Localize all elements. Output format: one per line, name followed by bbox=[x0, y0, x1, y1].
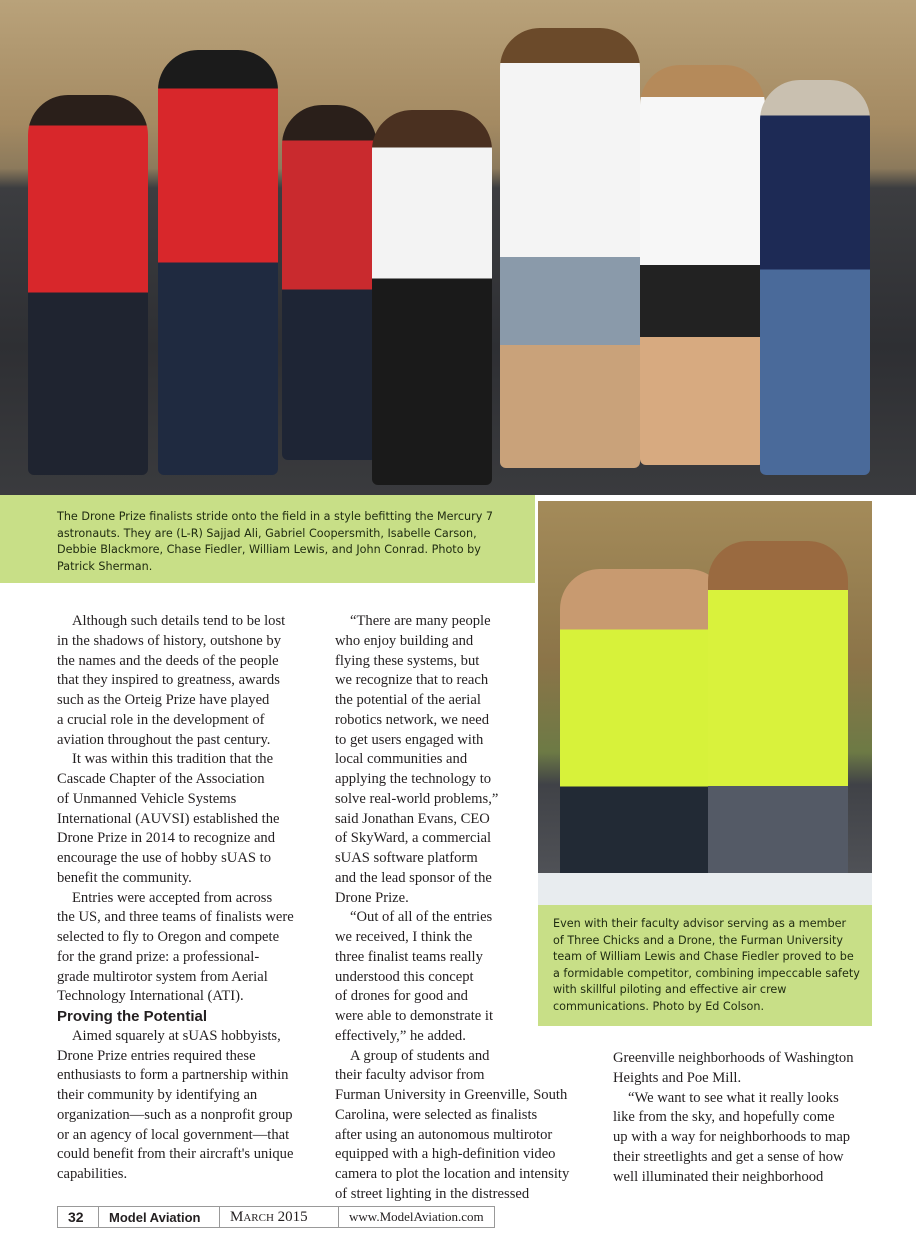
text-line: the potential of the aerial bbox=[335, 692, 481, 708]
text-line: sUAS software platform bbox=[335, 850, 478, 866]
text-line: of SkyWard, a commercial bbox=[335, 830, 492, 847]
right-photo-caption bbox=[538, 905, 872, 1026]
text-line: to get users engaged with bbox=[335, 731, 484, 748]
top-photo-caption-text: The Drone Prize finalists stride onto the field in a style befitting the Mercury 7 astronauts. They are (L-R) Sajjad Ali, Gabriel Coopersmith, Isabelle Carson, Debbie Blackmore, Chase Fiedler, William Lewis, and John Conrad. Photo by Patrick Sherman. bbox=[57, 510, 494, 573]
text-line: understood this concept bbox=[335, 968, 474, 985]
text-line: equipped with a high-definition video bbox=[335, 1146, 556, 1163]
text-line: their streetlights and get a sense of how bbox=[613, 1148, 844, 1165]
website-link[interactable]: www.ModelAviation.com bbox=[349, 1209, 484, 1224]
text-line: who enjoy building and bbox=[335, 632, 474, 649]
text-line: in the shadows of history, outshone by bbox=[57, 632, 282, 649]
furman-team-photo bbox=[538, 501, 872, 906]
magazine-name: Model Aviation bbox=[99, 1207, 220, 1227]
text-line: the US, and three teams of finalists were bbox=[57, 909, 294, 926]
text-line: encourage the use of hobby sUAS to bbox=[57, 850, 271, 866]
page-number: 32 bbox=[58, 1207, 99, 1227]
text-line: Furman University in Greenville, South bbox=[335, 1087, 568, 1103]
text-line: Aimed squarely at sUAS hobbyists, bbox=[72, 1027, 281, 1044]
text-line: were able to demonstrate it bbox=[335, 1008, 494, 1024]
text-line: applying the technology to bbox=[335, 771, 492, 787]
text-line: like from the sky, and hopefully come bbox=[613, 1109, 835, 1126]
text-line: International (AUVSI) established the bbox=[57, 810, 280, 827]
text-line: aviation throughout the past century. bbox=[57, 731, 271, 748]
text-line: their community by identifying an bbox=[57, 1087, 258, 1103]
text-line: effectively,” he added. bbox=[335, 1027, 466, 1044]
text-line: grade multirotor system from Aerial bbox=[57, 968, 268, 985]
text-line: such as the Orteig Prize have played bbox=[57, 692, 270, 708]
text-line: “We want to see what it really looks bbox=[628, 1089, 839, 1106]
text-line: Although such details tend to be lost bbox=[72, 613, 286, 629]
text-line: enthusiasts to form a partnership within bbox=[57, 1067, 289, 1084]
text-line: and the lead sponsor of the bbox=[335, 869, 492, 886]
text-line: Greenville neighborhoods of Washington bbox=[613, 1050, 854, 1066]
right-photo-caption-text: Even with their faculty advisor serving as a member of Three Chicks and a Drone, the Furman University team of William Lewis and Chase Fiedler proved to be a formidable competitor, combining impeccable safety with skillful piloting and effective air crew communications. Photo by Ed Colson. bbox=[553, 917, 860, 1013]
text-line: we recognize that to reach bbox=[335, 672, 489, 689]
text-line: or an agency of local government—that bbox=[57, 1126, 290, 1143]
text-line: solve real-world problems,” bbox=[335, 790, 499, 807]
text-line: the names and the deeds of the people bbox=[57, 652, 279, 669]
text-line: Entries were accepted from across bbox=[72, 889, 273, 906]
article-column-3 bbox=[613, 1049, 854, 1187]
section-heading: Proving the Potential bbox=[57, 1008, 208, 1025]
finalists-photo bbox=[0, 0, 916, 495]
text-line: that they inspired to greatness, awards bbox=[57, 672, 280, 689]
text-line: It was within this tradition that the bbox=[72, 751, 274, 768]
text-line: “There are many people bbox=[350, 613, 491, 629]
text-line: for the grand prize: a professional- bbox=[57, 948, 260, 965]
text-line: robotics network, we need bbox=[335, 711, 489, 728]
text-line: A group of students and bbox=[350, 1047, 490, 1064]
text-line: local communities and bbox=[335, 751, 468, 768]
text-line: of Unmanned Vehicle Systems bbox=[57, 790, 237, 807]
text-line: Carolina, were selected as finalists bbox=[335, 1106, 538, 1123]
page-footer bbox=[57, 1206, 495, 1228]
text-line: Cascade Chapter of the Association bbox=[57, 771, 265, 787]
text-line: camera to plot the location and intensity bbox=[335, 1166, 570, 1182]
text-line: “Out of all of the entries bbox=[350, 909, 493, 926]
text-line: said Jonathan Evans, CEO bbox=[335, 810, 490, 827]
text-line: Drone Prize entries required these bbox=[57, 1047, 256, 1064]
text-line: of drones for good and bbox=[335, 988, 468, 1005]
top-photo-caption bbox=[0, 495, 535, 583]
text-line: benefit the community. bbox=[57, 869, 192, 886]
text-line: could benefit from their aircraft's unique bbox=[57, 1146, 294, 1163]
text-line: three finalist teams really bbox=[335, 948, 483, 965]
text-line: a crucial role in the development of bbox=[57, 711, 265, 728]
article-column-1 bbox=[57, 612, 294, 1185]
text-line: after using an autonomous multirotor bbox=[335, 1126, 553, 1143]
article-column-2 bbox=[335, 612, 569, 1205]
text-line: Drone Prize in 2014 to recognize and bbox=[57, 830, 276, 847]
text-line: capabilities. bbox=[57, 1166, 128, 1182]
text-line: of street lighting in the distressed bbox=[335, 1185, 530, 1202]
text-line: selected to fly to Oregon and compete bbox=[57, 929, 280, 945]
text-line: up with a way for neighborhoods to map bbox=[613, 1129, 851, 1145]
text-line: well illuminated their neighborhood bbox=[613, 1168, 824, 1185]
text-line: organization—such as a nonprofit group bbox=[57, 1106, 293, 1123]
text-line: flying these systems, but bbox=[335, 652, 480, 669]
issue-date: March 2015 bbox=[220, 1207, 339, 1227]
text-line: we received, I think the bbox=[335, 929, 473, 945]
text-line: their faculty advisor from bbox=[335, 1067, 485, 1084]
text-line: Technology International (ATI). bbox=[57, 988, 244, 1005]
text-line: Drone Prize. bbox=[335, 889, 409, 906]
text-line: Heights and Poe Mill. bbox=[613, 1069, 742, 1086]
